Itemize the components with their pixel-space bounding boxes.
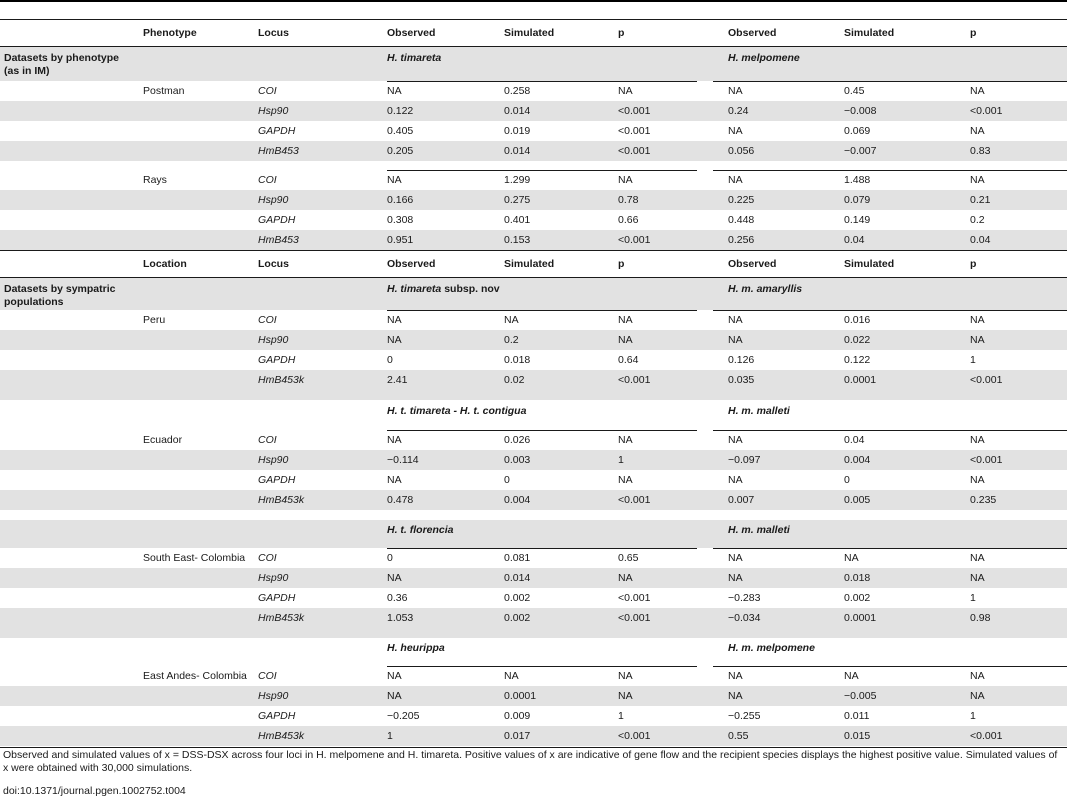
table-row bbox=[0, 548, 1067, 568]
obs-right: 0.24 bbox=[728, 105, 749, 117]
caption-text: Observed and simulated values of x = DSS-DSX across four loci in H. melpomene and H. timareta. Positive values of x are indicative of gene flow and the recipient species displays the highest positive value. Simulated values of x were obtained with 30,000 simulations. bbox=[3, 749, 1058, 774]
table-row bbox=[0, 190, 1067, 210]
sim-right: 0.002 bbox=[844, 592, 871, 604]
header-observed-right: Observed bbox=[728, 27, 777, 39]
p-left: 1 bbox=[618, 710, 624, 722]
header-p-left: p bbox=[618, 27, 625, 39]
obs-left: NA bbox=[387, 174, 402, 186]
locus: COI bbox=[258, 552, 277, 564]
sim-right: NA bbox=[844, 670, 859, 682]
obs-right: NA bbox=[728, 474, 743, 486]
species-left bbox=[387, 283, 500, 296]
species-left: H. timareta bbox=[387, 52, 442, 64]
sim-right: 0.04 bbox=[844, 234, 865, 246]
table-row bbox=[0, 101, 1067, 121]
p-right: 0.98 bbox=[970, 612, 991, 624]
locus: COI bbox=[258, 85, 277, 97]
table-row bbox=[0, 588, 1067, 608]
sim-left: 0.009 bbox=[504, 710, 531, 722]
p-right: <0.001 bbox=[970, 454, 1003, 466]
p-left: <0.001 bbox=[618, 125, 651, 137]
obs-right: −0.034 bbox=[728, 612, 761, 624]
species-left: H. t. florencia bbox=[387, 524, 454, 536]
locus: HmB453k bbox=[258, 730, 305, 742]
obs-left: NA bbox=[387, 572, 402, 584]
obs-left: NA bbox=[387, 474, 402, 486]
sim-right: 0.015 bbox=[844, 730, 871, 742]
spacer-band bbox=[0, 510, 1067, 520]
sim-right: 0.011 bbox=[844, 710, 870, 722]
table-row bbox=[0, 370, 1067, 390]
table-caption bbox=[3, 749, 1063, 775]
locus: Hsp90 bbox=[258, 105, 289, 117]
locus: HmB453k bbox=[258, 374, 305, 386]
sim-right: 0.149 bbox=[844, 214, 871, 226]
p-right: NA bbox=[970, 670, 985, 682]
table-row bbox=[0, 490, 1067, 510]
sim-left: 0.003 bbox=[504, 454, 531, 466]
obs-right: 0.007 bbox=[728, 494, 755, 506]
sim-right: −0.008 bbox=[844, 105, 877, 117]
p-left: 0.66 bbox=[618, 214, 639, 226]
obs-right: NA bbox=[728, 434, 743, 446]
species-right: H. m. malleti bbox=[728, 524, 790, 536]
obs-right: 0.55 bbox=[728, 730, 749, 742]
obs-right: −0.283 bbox=[728, 592, 761, 604]
p-right: <0.001 bbox=[970, 105, 1003, 117]
sim-right: 0.0001 bbox=[844, 612, 877, 624]
sim-left: 0.014 bbox=[504, 572, 531, 584]
table-row bbox=[0, 170, 1067, 190]
obs-left: NA bbox=[387, 334, 402, 346]
obs-left: 0.205 bbox=[387, 145, 414, 157]
p-right: NA bbox=[970, 552, 985, 564]
obs-right: NA bbox=[728, 85, 743, 97]
obs-left: NA bbox=[387, 670, 402, 682]
species-left-genus: H. timareta bbox=[387, 283, 442, 295]
header-p-left: p bbox=[618, 258, 625, 270]
sim-left: 0.002 bbox=[504, 592, 531, 604]
group-name: South East- Colombia bbox=[143, 552, 246, 564]
p-right: NA bbox=[970, 314, 985, 326]
obs-left: 0.166 bbox=[387, 194, 414, 206]
table-row bbox=[0, 230, 1067, 250]
p-left: <0.001 bbox=[618, 374, 651, 386]
sim-left: 0.017 bbox=[504, 730, 531, 742]
obs-right: 0.035 bbox=[728, 374, 755, 386]
species-left-subsp: subsp. nov bbox=[441, 283, 500, 295]
table-row bbox=[0, 121, 1067, 141]
species-right: H. m. malleti bbox=[728, 405, 790, 417]
header-row-phenotype bbox=[0, 20, 1067, 46]
sim-right: 0.016 bbox=[844, 314, 871, 326]
p-right: 1 bbox=[970, 592, 976, 604]
obs-left: 0.951 bbox=[387, 234, 414, 246]
obs-left: 0.308 bbox=[387, 214, 414, 226]
group-name: Rays bbox=[143, 174, 167, 186]
p-left: NA bbox=[618, 334, 633, 346]
table-row bbox=[0, 430, 1067, 450]
obs-left: NA bbox=[387, 85, 402, 97]
species-row bbox=[0, 47, 1067, 81]
locus: GAPDH bbox=[258, 592, 296, 604]
locus: HmB453k bbox=[258, 612, 305, 624]
species-right: H. m. amaryllis bbox=[728, 283, 803, 295]
p-left: <0.001 bbox=[618, 234, 651, 246]
p-left: <0.001 bbox=[618, 145, 651, 157]
sim-left: 0.275 bbox=[504, 194, 531, 206]
p-left: 0.78 bbox=[618, 194, 639, 206]
table-row bbox=[0, 350, 1067, 370]
sim-right: 0.122 bbox=[844, 354, 871, 366]
sim-left: 0.0001 bbox=[504, 690, 537, 702]
sim-left: NA bbox=[504, 314, 519, 326]
obs-right: NA bbox=[728, 690, 743, 702]
obs-right: −0.255 bbox=[728, 710, 761, 722]
sim-left: 0.026 bbox=[504, 434, 531, 446]
locus: GAPDH bbox=[258, 125, 296, 137]
table-row bbox=[0, 666, 1067, 686]
obs-left: 0.478 bbox=[387, 494, 414, 506]
obs-left: 2.41 bbox=[387, 374, 408, 386]
obs-left: 0.122 bbox=[387, 105, 414, 117]
sim-left: 0 bbox=[504, 474, 510, 486]
obs-right: 0.056 bbox=[728, 145, 755, 157]
obs-right: 0.126 bbox=[728, 354, 755, 366]
header-simulated-right: Simulated bbox=[844, 258, 895, 270]
p-left: NA bbox=[618, 690, 633, 702]
sim-left: 1.299 bbox=[504, 174, 531, 186]
p-left: <0.001 bbox=[618, 612, 651, 624]
sim-left: 0.153 bbox=[504, 234, 531, 246]
sim-right: NA bbox=[844, 552, 859, 564]
sim-left: 0.004 bbox=[504, 494, 531, 506]
p-right: 1 bbox=[970, 710, 976, 722]
sim-left: 0.401 bbox=[504, 214, 531, 226]
obs-left: 0.36 bbox=[387, 592, 408, 604]
table-row bbox=[0, 726, 1067, 746]
table-bottom-rule bbox=[0, 747, 1067, 748]
obs-right: NA bbox=[728, 125, 743, 137]
sim-right: 0.018 bbox=[844, 572, 871, 584]
sim-right: 0 bbox=[844, 474, 850, 486]
table-top-rule bbox=[0, 0, 1067, 2]
p-left: NA bbox=[618, 670, 633, 682]
locus: GAPDH bbox=[258, 214, 296, 226]
section-label: Datasets by phenotype bbox=[4, 52, 119, 64]
group-name: East Andes- Colombia bbox=[143, 670, 247, 682]
header-p-right: p bbox=[970, 27, 977, 39]
species-row-plain bbox=[0, 400, 1067, 430]
locus: Hsp90 bbox=[258, 194, 289, 206]
header-p-right: p bbox=[970, 258, 977, 270]
p-right: 0.04 bbox=[970, 234, 991, 246]
p-right: NA bbox=[970, 174, 985, 186]
p-right: NA bbox=[970, 125, 985, 137]
table-row bbox=[0, 141, 1067, 161]
table-row bbox=[0, 706, 1067, 726]
p-right: NA bbox=[970, 474, 985, 486]
p-right: NA bbox=[970, 334, 985, 346]
p-right: NA bbox=[970, 434, 985, 446]
header-row-location bbox=[0, 251, 1067, 277]
p-left: 0.65 bbox=[618, 552, 639, 564]
doi-text: doi:10.1371/journal.pgen.1002752.t004 bbox=[3, 785, 186, 797]
locus: Hsp90 bbox=[258, 334, 289, 346]
species-row bbox=[0, 520, 1067, 548]
obs-left: 0 bbox=[387, 552, 393, 564]
p-left: <0.001 bbox=[618, 730, 651, 742]
sim-right: 1.488 bbox=[844, 174, 871, 186]
table-row bbox=[0, 310, 1067, 330]
sim-left: 0.258 bbox=[504, 85, 531, 97]
species-row-plain bbox=[0, 638, 1067, 666]
section-label: Datasets by sympatric bbox=[4, 283, 116, 295]
p-right: 0.2 bbox=[970, 214, 985, 226]
obs-right: 0.225 bbox=[728, 194, 755, 206]
sim-right: 0.04 bbox=[844, 434, 865, 446]
obs-left: 0.405 bbox=[387, 125, 414, 137]
table-row bbox=[0, 470, 1067, 490]
table-row bbox=[0, 608, 1067, 628]
species-left: H. t. timareta - H. t. contigua bbox=[387, 405, 527, 417]
sim-right: 0.079 bbox=[844, 194, 871, 206]
obs-left: NA bbox=[387, 690, 402, 702]
table-row bbox=[0, 210, 1067, 230]
header-location: Location bbox=[143, 258, 187, 270]
table-doi bbox=[3, 785, 1063, 798]
header-observed-left: Observed bbox=[387, 258, 436, 270]
p-right: 0.83 bbox=[970, 145, 991, 157]
group-name: Postman bbox=[143, 85, 185, 97]
header-simulated-right: Simulated bbox=[844, 27, 895, 39]
sim-left: 0.014 bbox=[504, 105, 531, 117]
sim-left: 0.02 bbox=[504, 374, 525, 386]
header-phenotype: Phenotype bbox=[143, 27, 197, 39]
obs-left: NA bbox=[387, 434, 402, 446]
sim-right: 0.0001 bbox=[844, 374, 877, 386]
obs-left: 1.053 bbox=[387, 612, 414, 624]
obs-right: NA bbox=[728, 334, 743, 346]
header-locus: Locus bbox=[258, 27, 289, 39]
p-right: NA bbox=[970, 690, 985, 702]
obs-right: NA bbox=[728, 572, 743, 584]
obs-right: NA bbox=[728, 314, 743, 326]
p-right: NA bbox=[970, 572, 985, 584]
header-simulated-left: Simulated bbox=[504, 27, 555, 39]
sim-left: 0.2 bbox=[504, 334, 519, 346]
locus: GAPDH bbox=[258, 354, 296, 366]
sim-left: 0.081 bbox=[504, 552, 531, 564]
obs-left: −0.114 bbox=[387, 454, 419, 466]
locus: HmB453k bbox=[258, 494, 305, 506]
p-left: NA bbox=[618, 434, 633, 446]
p-left: NA bbox=[618, 174, 633, 186]
locus: COI bbox=[258, 174, 277, 186]
sim-right: 0.005 bbox=[844, 494, 871, 506]
sim-left: 0.019 bbox=[504, 125, 531, 137]
sim-left: 0.018 bbox=[504, 354, 531, 366]
obs-right: −0.097 bbox=[728, 454, 761, 466]
header-observed-right: Observed bbox=[728, 258, 777, 270]
table-row bbox=[0, 81, 1067, 101]
locus: COI bbox=[258, 314, 277, 326]
header-simulated-left: Simulated bbox=[504, 258, 555, 270]
obs-left: NA bbox=[387, 314, 402, 326]
table-row bbox=[0, 330, 1067, 350]
locus: Hsp90 bbox=[258, 454, 289, 466]
obs-right: NA bbox=[728, 670, 743, 682]
p-left: 0.64 bbox=[618, 354, 639, 366]
p-right: <0.001 bbox=[970, 374, 1003, 386]
spacer-band bbox=[0, 390, 1067, 400]
species-right: H. melpomene bbox=[728, 52, 800, 64]
species-row bbox=[0, 278, 1067, 310]
table-row bbox=[0, 450, 1067, 470]
obs-left: 1 bbox=[387, 730, 393, 742]
group-name: Ecuador bbox=[143, 434, 183, 446]
locus: COI bbox=[258, 670, 277, 682]
obs-right: NA bbox=[728, 174, 743, 186]
locus: GAPDH bbox=[258, 474, 296, 486]
p-right: 0.21 bbox=[970, 194, 991, 206]
p-left: <0.001 bbox=[618, 592, 651, 604]
spacer-band bbox=[0, 628, 1067, 638]
p-left: NA bbox=[618, 474, 633, 486]
p-right: 1 bbox=[970, 354, 976, 366]
p-left: <0.001 bbox=[618, 494, 651, 506]
header-observed-left: Observed bbox=[387, 27, 436, 39]
p-right: NA bbox=[970, 85, 985, 97]
p-right: 0.235 bbox=[970, 494, 997, 506]
sim-right: 0.004 bbox=[844, 454, 871, 466]
p-left: <0.001 bbox=[618, 105, 651, 117]
sim-left: 0.002 bbox=[504, 612, 531, 624]
table-row bbox=[0, 568, 1067, 588]
header-locus: Locus bbox=[258, 258, 289, 270]
p-left: NA bbox=[618, 314, 633, 326]
p-left: 1 bbox=[618, 454, 624, 466]
obs-right: NA bbox=[728, 552, 743, 564]
locus: HmB453 bbox=[258, 234, 299, 246]
species-right: H. m. melpomene bbox=[728, 642, 815, 654]
sim-right: 0.45 bbox=[844, 85, 865, 97]
locus: Hsp90 bbox=[258, 690, 289, 702]
locus: GAPDH bbox=[258, 710, 296, 722]
section-label-2: (as in IM) bbox=[4, 65, 50, 77]
p-right: <0.001 bbox=[970, 730, 1003, 742]
table-row bbox=[0, 686, 1067, 706]
sim-left: NA bbox=[504, 670, 519, 682]
species-left: H. heurippa bbox=[387, 642, 445, 654]
p-left: NA bbox=[618, 85, 633, 97]
sim-left: 0.014 bbox=[504, 145, 531, 157]
locus: HmB453 bbox=[258, 145, 299, 157]
group-name: Peru bbox=[143, 314, 166, 326]
locus: Hsp90 bbox=[258, 572, 289, 584]
sim-right: −0.005 bbox=[844, 690, 877, 702]
sim-right: −0.007 bbox=[844, 145, 877, 157]
obs-left: −0.205 bbox=[387, 710, 420, 722]
obs-right: 0.256 bbox=[728, 234, 755, 246]
obs-left: 0 bbox=[387, 354, 393, 366]
sim-right: 0.069 bbox=[844, 125, 871, 137]
section-label-2: populations bbox=[4, 296, 64, 308]
p-left: NA bbox=[618, 572, 633, 584]
sim-right: 0.022 bbox=[844, 334, 871, 346]
obs-right: 0.448 bbox=[728, 214, 755, 226]
locus: COI bbox=[258, 434, 277, 446]
